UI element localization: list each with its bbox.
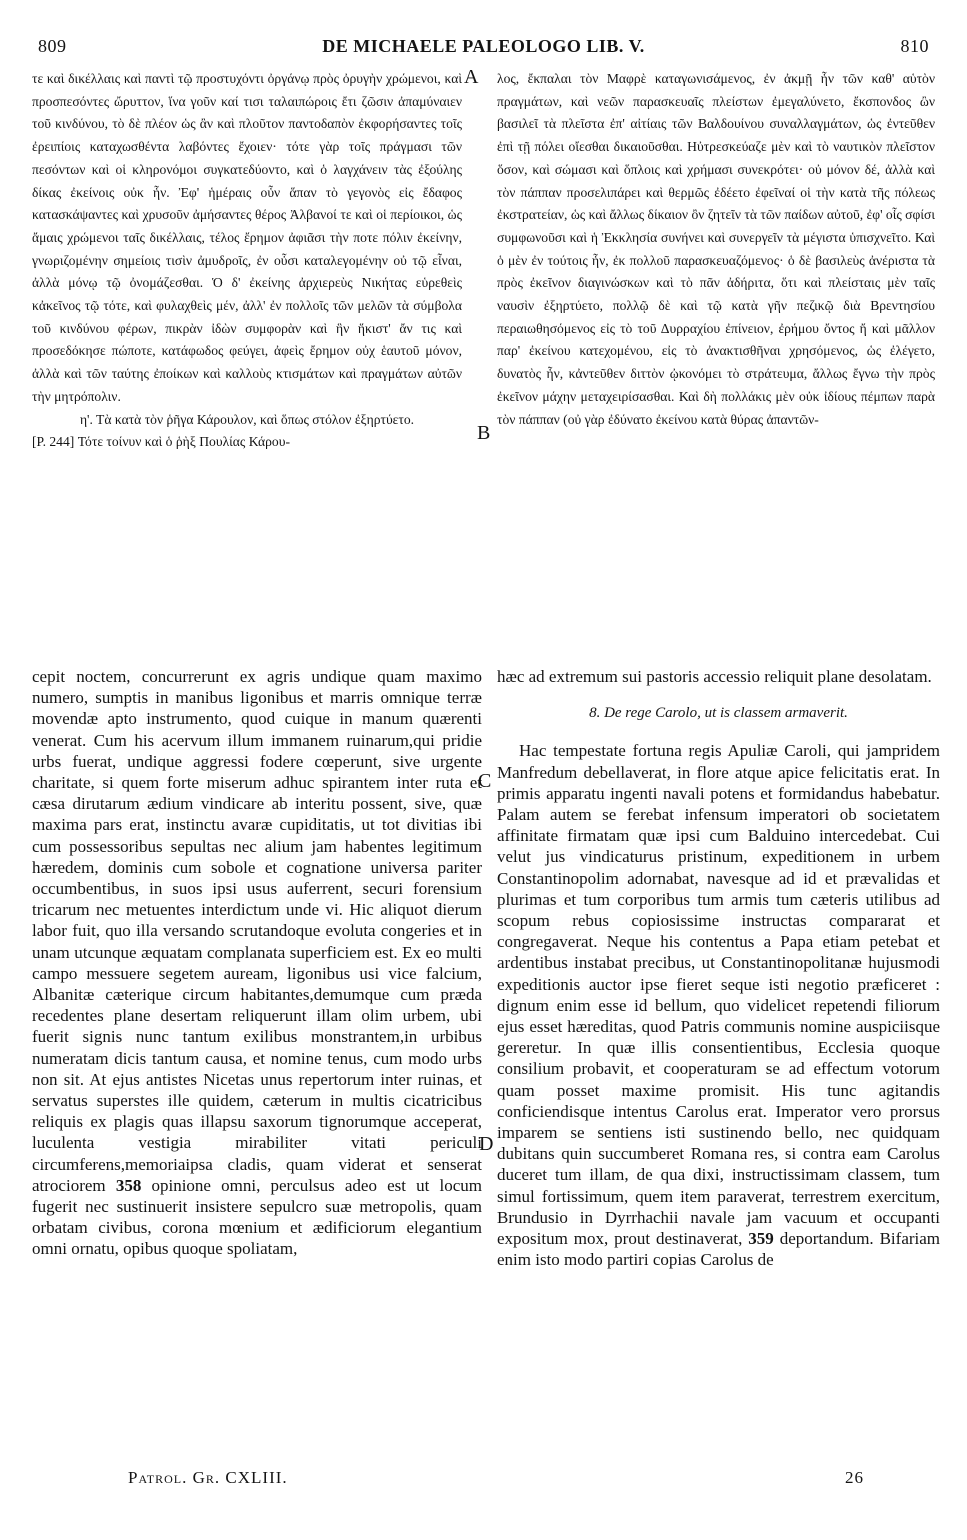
latin-left-text-b: opinione omni, perculsus adeo est ut locum fugerit nec sustinuerit insistere sepulcro suæ metropolis, quam orbatam civibus, corona mœnium et ædificiorum elegantium omni ornatu, opibus quoque spoliatam, [32,1175,482,1259]
latin-left-text-a: cepit noctem, concurrerunt ex agris undique quam maximo numero, sumptis in manibus ligonibus et marris omnique terræ movendæ apto instrumento, quod cuique in manum quærenti venerat. Cum his acervum illum immanem ruinarum,qui pridie urbs fuerat, undique aggressi fodere cœperunt, sive urgente charitate, si quem forte miserum adhuc spirantem inter ruta et cæsa dirutarum ædium vindicare ab interitu possent, sive, quæ maxima pars erat, instinctu avaræ cupiditatis, ut tot divitias ibi cum possessoribus sepultas nec alium jam habentes legitimum hæredem, dominis cum sobole et cognatione universa pariter occumbentibus, in suos ipsi usus auferrent, securi forensium tricarum nec metuentes interdictum unde vi. Hic aliquot dierum labor fuit, quo illa versando scrutandoque evoluta congeries et in unam utcunque æquatam complanata superficiem est. Ex eo multi campo messuere segetem auream, ligonibus usi vice falcium, Albanitæ cæterique circum habitantes,demumque cum præda recedentes plane desertam reliquerunt illam olim urbem, ubi fuerit signis nunc tantum exilibus monstrantem,in urbibus numeratam dicis tantum causa, et nomine tenus, cum modo urbs non sit. At ejus antistes Nicetas unus repertorum inter ruinas, et servatus superstes ille quidem, cæterum in multis cicatricibus reliquis ex plagis quas illapsu saxorum tignorumque acceperat, luculenta vestigia mirabiliter vitati periculi circumferens,memoriaipsa cladis, quam viderat et senserat atrociorem [32,667,482,1195]
greek-column-left [32,68,462,454]
running-title: DE MICHAELE PALEOLOGO LIB. V. [322,36,645,56]
footer-series: Patrol. Gr. CXLIII. [128,1468,288,1487]
left-page-number: 809 [38,36,67,56]
latin-right-paragraph-1: hæc ad extremum sui pastoris accessio reliquit plane desolatam. [497,667,932,686]
latin-right-text-a: Hac tempestate fortuna regis Apuliæ Caroli, qui jampridem Manfredum debellaverat, in flore atque apice felicitatis erat. In primis apparatu ingenti navali potens et formidandus habebatur. Palam autem se ferebat infensum imperatori ob societatem affinitate firmatam quæ ipsi cum Balduino intercedebat. Cui velut jus vindicaturus pristinum, expeditionem in urbem Constantinopolim adornabat, navesque ad id et prævalidas et plurimas et tum corporibus tum armis tum cæteris utilibus ad scopum rebus copiosissime instructas compararat et congregaverat. Neque his contentus a Papa etiam petebat et ardentibus instabat precibus, ut Constantinopolitanæ hujusmodi expeditionis auctor ipse fieret seque isti negotio præficeret : dignum enim esse id bellum, quo videlicet repetendi filiorum ejus esset hæreditas, quod Patris communis nomine auspiciisque gereretur. In quæ illis consentientibus, Ecclesia quoque consilium probavit, et cooperaturam se ad effectum votorum quam posset maxime promisit. His tunc agitandis conficiendisque intentus Carolus erat. Imperator vero prorsus imparem se sentiens isti sustinendo bello, nec quidquam dubitans quin succumberet Romana res, si contra eam Carolus duceret tum illam, de qua dixi, instructissimam classem, tum simul fortissimum, quem item paraverat, terrestrem exercitum, Brundusio in Dyrrhachii navale jam vacuum et occupanti expositum mox, prout destinaverat, [497,741,940,1249]
greek-section-heading: η'. Τὰ κατὰ τὸν ῥῆγα Κάρουλον, καὶ ὅπως στόλον ἐξηρτύετο. [79,411,415,427]
running-header [30,36,937,60]
greek-column-right [497,68,935,431]
column-number-358: 358 [115,1175,142,1195]
column-number-359: 359 [748,1229,774,1249]
margin-letter-a: A [464,66,479,88]
margin-letter-c: C [478,770,492,792]
latin-right-paragraph-2 [497,740,940,1270]
latin-left-paragraph [32,666,482,1260]
margin-letter-b: B [477,422,491,444]
greek-right-paragraph: λος, ἔκπαλαι τὸν Μαφρὲ καταγωνισάμενος, ἐν ἀκμῇ ἦν τῶν καθ' αὑτὸν πραγμάτων, καὶ νεῶν παρασκευαῖς πλείστων ἐμεγαλύνετο, ἔκσπονδος ὢν βασιλεῖ τὰ πλεῖστα ἐπ' αἰτίαις τῶν Βαλδουίνου συναλλαγμάτων, ὡς ἐντεῦθεν ἐπὶ τῇ πόλει οἴεσθαι δικαιοῦσθαι. Ηὐτρεσκεύαζε μὲν καὶ τὸ ναυτικὸν πλεῖστον ὅσον, καὶ σώμασι καὶ ὅπλοις καὶ χρήμασι συνεκρότει· οὐ μόνον δέ, ἀλλὰ καὶ τὸν πάππαν προσελιπάρει καὶ θερμῶς ἐδέετο ἐφεῖναί οἱ τὴν κατὰ τῆς πόλεως ἐκστρατείαν, ὡς καὶ ἄλλως δίκαιον ὂν ζητεῖν τὰ τῶν παίδων αὐτοῦ, ἐφ' οἷς σφίσι συμφωνοῦσι καὶ ἡ Ἐκκλησία συνήνει καὶ συνεργεῖν τὰ μέγιστα ὑπισχνεῖτο. Καὶ ὁ μὲν ἐν τούτοις ἦν, ἐκ πολλοῦ παρασκευαζόμενος· ὁ δὲ βασιλεὺς ἀνέριστα τὰ πρὸς ἐκεῖνον διαγινώσκων καὶ τὸ πᾶν ἀδήριτα, ὅτι καὶ πλείσταις μὲν ταῖς ναυσὶν ἐξηρτύετο, πολλῷ δὲ καὶ τῷ κατὰ γῆν πεζικῷ διὰ Βρεντησίου περαιωθησόμενος εἰς τὸ τοῦ Δυρραχίου ἐπίνειον, ἐρήμου ὄντος ἤ καὶ μᾶλλον παρ' ἐκείνου κατεχομένου, εἰς τὸ ἀνακτισθῆναι χρησόμενος, ὡς ἐλέγετο, δυνατὸς ἦν, κἀντεῦθεν διττὸν ᾠκονόμει τὸ στράτευμα, ἄλλως ἔγνω τὴν πρὸς ἐκεῖνον μάχην μεταχειρίσασθαι. Καὶ δὴ πολλάκις μὲν οὐκ ἰδίους πέμπων παρὰ τὸν πάππαν (οὐ γὰρ ἐδύνατο ἐκείνου κατὰ θύρας ἀπαντῶν- [497,71,935,427]
latin-section-heading: 8. De rege Carolo, ut is classem armaverit. [589,705,848,722]
latin-column-left [32,666,482,1260]
greek-left-paragraph: τε καὶ δικέλλαις καὶ παντὶ τῷ προστυχόντι ὀργάνῳ πρὸς ὀρυγὴν χρώμενοι, καὶ προσπεσόντες ὤρυττον, ἵνα γοῦν καί τισι ταλαιπώροις ἔτι ζῶσιν ἀπαμύναιεν τοῦ κινδύνου, τὸ δὲ πλέον ὡς ἂν καὶ πλοῦτον παντοδαπὸν ἐκφορήσαντες τοῖς ἐρειπίοις καταχωσθέντα λαβόντες ἔχοιεν· τότε γὰρ τοῖς πράγμασι τῶν πεσόντων καὶ οἱ κληρονόμοι συγκατεδύοντο, καὶ ὁ λαγχάνειν τὰς ἐξούλης δίκας ἐκείνοις οὐκ ἦν. Ἐφ' ἡμέραις οὖν ἅπαν τὸ γεγονὸς εἰς ἔδαφος κατασκάψαντες καὶ χρυσοῦν ἀμήσαντες θέρος Ἀλβανοί τε καὶ οἱ περίοικοι, ὡς ἄμαις χρώμενοι ταῖς δικέλλαις, τέλος ἔρημον ἀφιᾶσι τὴν ποτε πόλιν ἐκείνην, γνωριζομένην σημείοις τισὶν ἀμυδροῖς, ἐν οὖσι καταλεγομένην οὐ τῷ εἶναι, ἀλλὰ μόνῳ τῷ ὀνομάζεσθαι. Ὁ δ' ἐκείνης ἀρχιερεὺς Νικήτας εὑρεθεὶς κἀκεῖνος τῷ τότε, καὶ φυλαχθεὶς μέν, ἀλλ' ἐν πολλοῖς τῶν μελῶν τὰ σύμβολα τοῦ κινδύνου φέρων, πικρὰν ἰδὼν συμφορὰν καὶ ἣν ἥκιστ' ἄν τις καὶ προσεδόκησε πώποτε, κατάφωδος φεύγει, ἀφεὶς ἔρημον οὐχ ἑαυτοῦ μόνον, ἀλλὰ καὶ τῶν ταύτης ἐποίκων καὶ καλλοὺς κτισμάτων καὶ πραγμάτων αὐτῶν τὴν μητρόπολιν. [32,71,462,404]
margin-letter-d: D [479,1133,494,1155]
latin-right-text-b: deportandum. Bifariam enim isto modo partiri copias Carolus de [497,1229,940,1270]
latin-column-right [497,666,940,1270]
right-page-number: 810 [900,36,929,56]
greek-left-paragraph-2: [P. 244] Τότε τοίνυν καὶ ὁ ῥὴξ Πουλίας Κάρου- [32,434,290,450]
footer-signature: 26 [845,1468,864,1487]
